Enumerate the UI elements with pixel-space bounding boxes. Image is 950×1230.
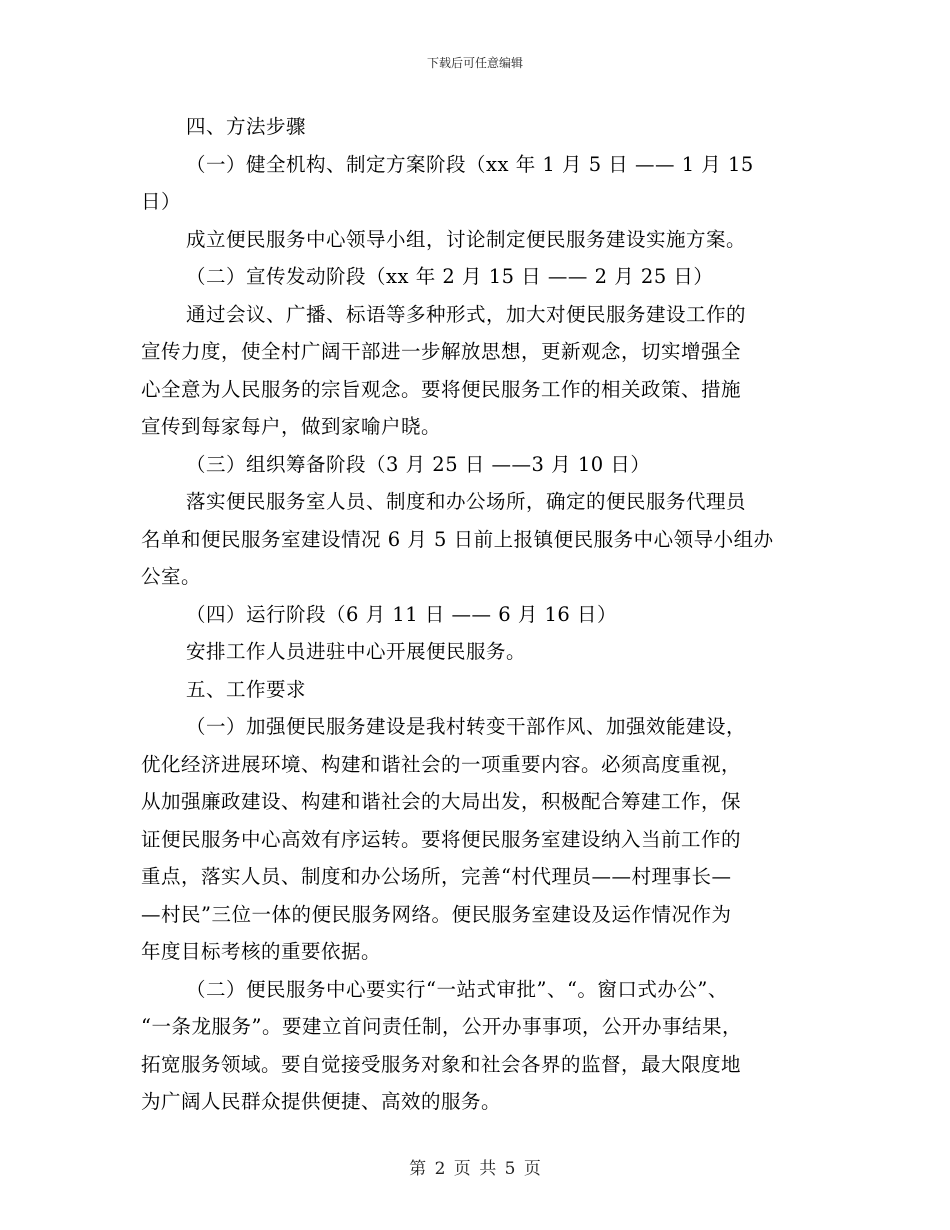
paragraph-line: 重点，落实人员、制度和办公场所，完善“村代理员——村理事长— — [141, 865, 732, 888]
page-header-note: 下载后可任意编辑 — [426, 56, 523, 70]
paragraph-line: 拓宽服务领域。要自觉接受服务对象和社会各界的监督，最大限度地 — [141, 1052, 742, 1076]
paragraph-line: 安排工作人员进驻中心开展便民服务。 — [186, 640, 527, 663]
paragraph-line: 成立便民服务中心领导小组，讨论制定便民服务建设实施方案。 — [186, 227, 747, 251]
paragraph-line: 从加强廉政建设、构建和谐社会的大局出发，积极配合筹建工作，保 — [141, 790, 742, 813]
subsection-heading: （四）运行阶段（6 月 11 日 —— 6 月 16 日） — [186, 602, 618, 626]
subsection-heading: （二）宣传发动阶段（xx 年 2 月 15 日 —— 2 月 25 日） — [186, 265, 714, 288]
paragraph-line: 落实便民服务室人员、制度和办公场所，确定的便民服务代理员 — [186, 490, 747, 513]
section-heading: 四、方法步骤 — [186, 115, 307, 138]
paragraph-line: 心全意为人民服务的宗旨观念。要将便民服务工作的相关政策、措施 — [141, 377, 742, 401]
paragraph-line: 年度目标考核的重要依据。 — [141, 940, 382, 963]
paragraph-line: 为广阔人民群众提供便捷、高效的服务。 — [141, 1090, 502, 1113]
subsection-heading: （三）组织筹备阶段（3 月 25 日 ——3 月 10 日） — [186, 452, 651, 476]
paragraph-line: 名单和便民服务室建设情况 6 月 5 日前上报镇便民服务中心领导小组办 — [141, 527, 774, 551]
paragraph-line: 证便民服务中心高效有序运转。要将便民服务室建设纳入当前工作的 — [141, 827, 742, 851]
paragraph-line: —村民”三位一体的便民服务网络。便民服务室建设及运作情况作为 — [141, 902, 732, 926]
paragraph-line: （一）加强便民服务建设是我村转变干部作风、加强效能建设， — [186, 715, 747, 738]
document-body — [141, 108, 821, 1121]
page-number-footer: 第 2 页 共 5 页 — [409, 1159, 541, 1179]
paragraph-line: 公室。 — [141, 565, 202, 588]
paragraph-line: 优化经济进展环境、构建和谐社会的一项重要内容。必须高度重视， — [141, 752, 742, 776]
paragraph-line: （二）便民服务中心要实行“一站式审批”、“。窗口式办公”、 — [186, 977, 728, 1001]
paragraph-line: “一条龙服务”。要建立首问责任制，公开办事事项，公开办事结果， — [141, 1015, 742, 1038]
section-heading: 五、工作要求 — [186, 677, 307, 701]
subsection-heading: （一）健全机构、制定方案阶段（xx 年 1 月 5 日 —— 1 月 15 — [186, 152, 754, 176]
paragraph-line: 宣传力度，使全村广阔干部进一步解放思想，更新观念，切实增强全 — [141, 340, 742, 363]
paragraph-line: 宣传到每家每户，做到家喻户晓。 — [141, 415, 442, 438]
paragraph-line: 通过会议、广播、标语等多种形式，加大对便民服务建设工作的 — [186, 302, 747, 326]
text-line: 日） — [141, 190, 182, 213]
